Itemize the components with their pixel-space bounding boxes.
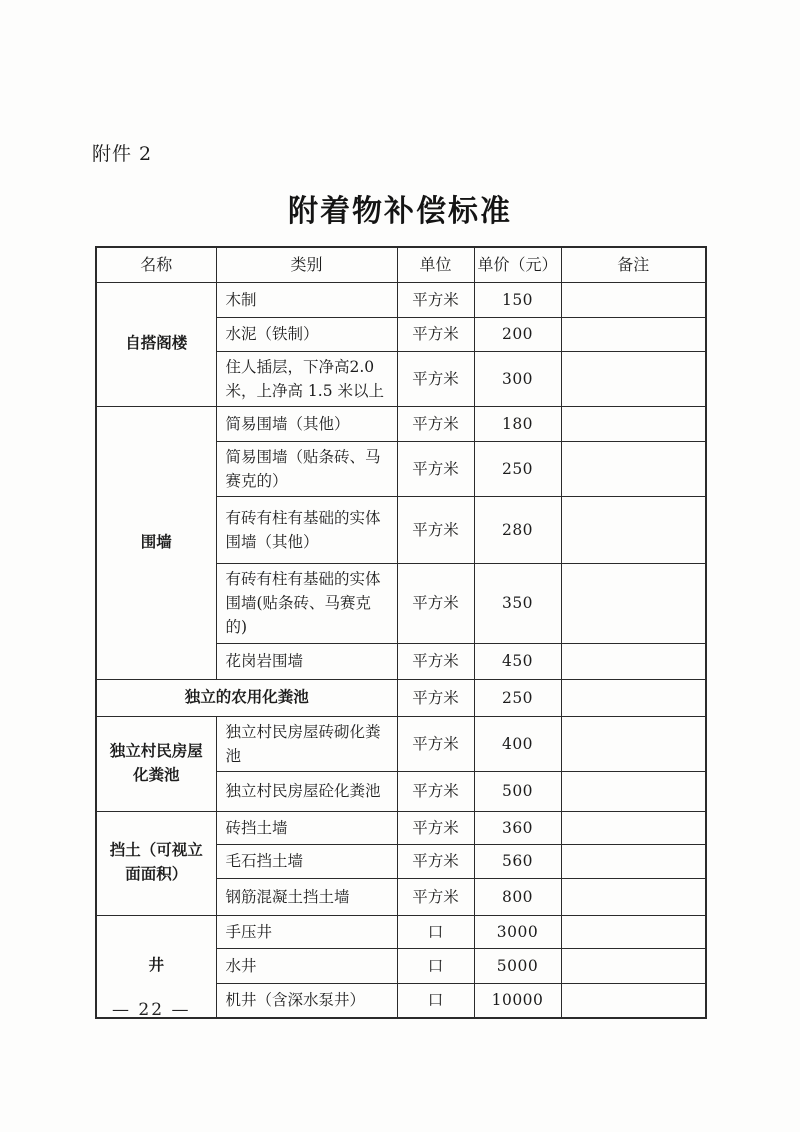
unit-cell: 口 <box>397 983 474 1018</box>
category-cell: 有砖有柱有基础的实体围墙(贴条砖、马赛克的) <box>216 563 397 643</box>
price-cell: 400 <box>474 716 561 771</box>
table-row <box>96 679 706 716</box>
category-cell: 独立村民房屋砖砌化粪池 <box>216 716 397 771</box>
unit-cell: 平方米 <box>397 771 474 811</box>
table-row <box>96 716 706 771</box>
category-cell: 钢筋混凝土挡土墙 <box>216 878 397 915</box>
unit-cell: 平方米 <box>397 679 474 716</box>
category-cell: 独立村民房屋砼化粪池 <box>216 771 397 811</box>
unit-cell: 平方米 <box>397 716 474 771</box>
unit-cell: 平方米 <box>397 643 474 679</box>
unit-cell: 平方米 <box>397 406 474 441</box>
note-cell <box>561 317 706 351</box>
note-cell <box>561 679 706 716</box>
unit-cell: 平方米 <box>397 878 474 915</box>
note-cell <box>561 406 706 441</box>
note-cell <box>561 844 706 878</box>
category-cell: 水泥（铁制） <box>216 317 397 351</box>
unit-cell: 平方米 <box>397 351 474 406</box>
price-cell: 300 <box>474 351 561 406</box>
table-header-row <box>96 247 706 282</box>
note-cell <box>561 771 706 811</box>
category-cell: 住人插层，下净高2.0米，上净高 1.5 米以上 <box>216 351 397 406</box>
note-cell <box>561 716 706 771</box>
page-title: 附着物补偿标准 <box>288 194 512 229</box>
group-cell-septic: 独立村民房屋化粪池 <box>96 716 216 811</box>
unit-cell: 平方米 <box>397 844 474 878</box>
note-cell <box>561 811 706 844</box>
unit-cell: 口 <box>397 948 474 983</box>
category-cell: 花岗岩围墙 <box>216 643 397 679</box>
category-cell: 手压井 <box>216 915 397 948</box>
table-row <box>96 915 706 948</box>
group-cell-retaining: 挡土（可视立面面积） <box>96 811 216 915</box>
compensation-table <box>95 246 707 1019</box>
column-header-price: 单价（元） <box>474 247 561 282</box>
price-cell: 250 <box>474 679 561 716</box>
note-cell <box>561 282 706 317</box>
note-cell <box>561 496 706 563</box>
price-cell: 360 <box>474 811 561 844</box>
price-cell: 250 <box>474 441 561 496</box>
price-cell: 350 <box>474 563 561 643</box>
unit-cell: 口 <box>397 915 474 948</box>
category-cell: 毛石挡土墙 <box>216 844 397 878</box>
price-cell: 560 <box>474 844 561 878</box>
group-cell-well: 井 <box>96 915 216 1018</box>
category-cell: 有砖有柱有基础的实体围墙（其他） <box>216 496 397 563</box>
price-cell: 500 <box>474 771 561 811</box>
note-cell <box>561 643 706 679</box>
category-cell: 木制 <box>216 282 397 317</box>
price-cell: 150 <box>474 282 561 317</box>
table-row <box>96 811 706 844</box>
merged-category-cell: 独立的农用化粪池 <box>96 679 397 716</box>
price-cell: 5000 <box>474 948 561 983</box>
category-cell: 砖挡土墙 <box>216 811 397 844</box>
category-cell: 机井（含深水泵井） <box>216 983 397 1018</box>
category-cell: 简易围墙（其他） <box>216 406 397 441</box>
unit-cell: 平方米 <box>397 563 474 643</box>
column-header-name: 名称 <box>96 247 216 282</box>
note-cell <box>561 441 706 496</box>
price-cell: 280 <box>474 496 561 563</box>
price-cell: 10000 <box>474 983 561 1018</box>
note-cell <box>561 983 706 1018</box>
price-cell: 450 <box>474 643 561 679</box>
page-number: — 22 — <box>112 1000 191 1020</box>
unit-cell: 平方米 <box>397 496 474 563</box>
column-header-note: 备注 <box>561 247 706 282</box>
group-cell-wall: 围墙 <box>96 406 216 679</box>
table-row <box>96 406 706 441</box>
note-cell <box>561 351 706 406</box>
attachment-label: 附件 2 <box>92 143 153 165</box>
table-row <box>96 282 706 317</box>
note-cell <box>561 878 706 915</box>
unit-cell: 平方米 <box>397 441 474 496</box>
group-cell-loft: 自搭阁楼 <box>96 282 216 406</box>
unit-cell: 平方米 <box>397 317 474 351</box>
price-cell: 3000 <box>474 915 561 948</box>
price-cell: 800 <box>474 878 561 915</box>
category-cell: 水井 <box>216 948 397 983</box>
price-cell: 180 <box>474 406 561 441</box>
note-cell <box>561 563 706 643</box>
column-header-category: 类别 <box>216 247 397 282</box>
price-cell: 200 <box>474 317 561 351</box>
unit-cell: 平方米 <box>397 282 474 317</box>
note-cell <box>561 915 706 948</box>
unit-cell: 平方米 <box>397 811 474 844</box>
column-header-unit: 单位 <box>397 247 474 282</box>
category-cell: 简易围墙（贴条砖、马赛克的） <box>216 441 397 496</box>
note-cell <box>561 948 706 983</box>
